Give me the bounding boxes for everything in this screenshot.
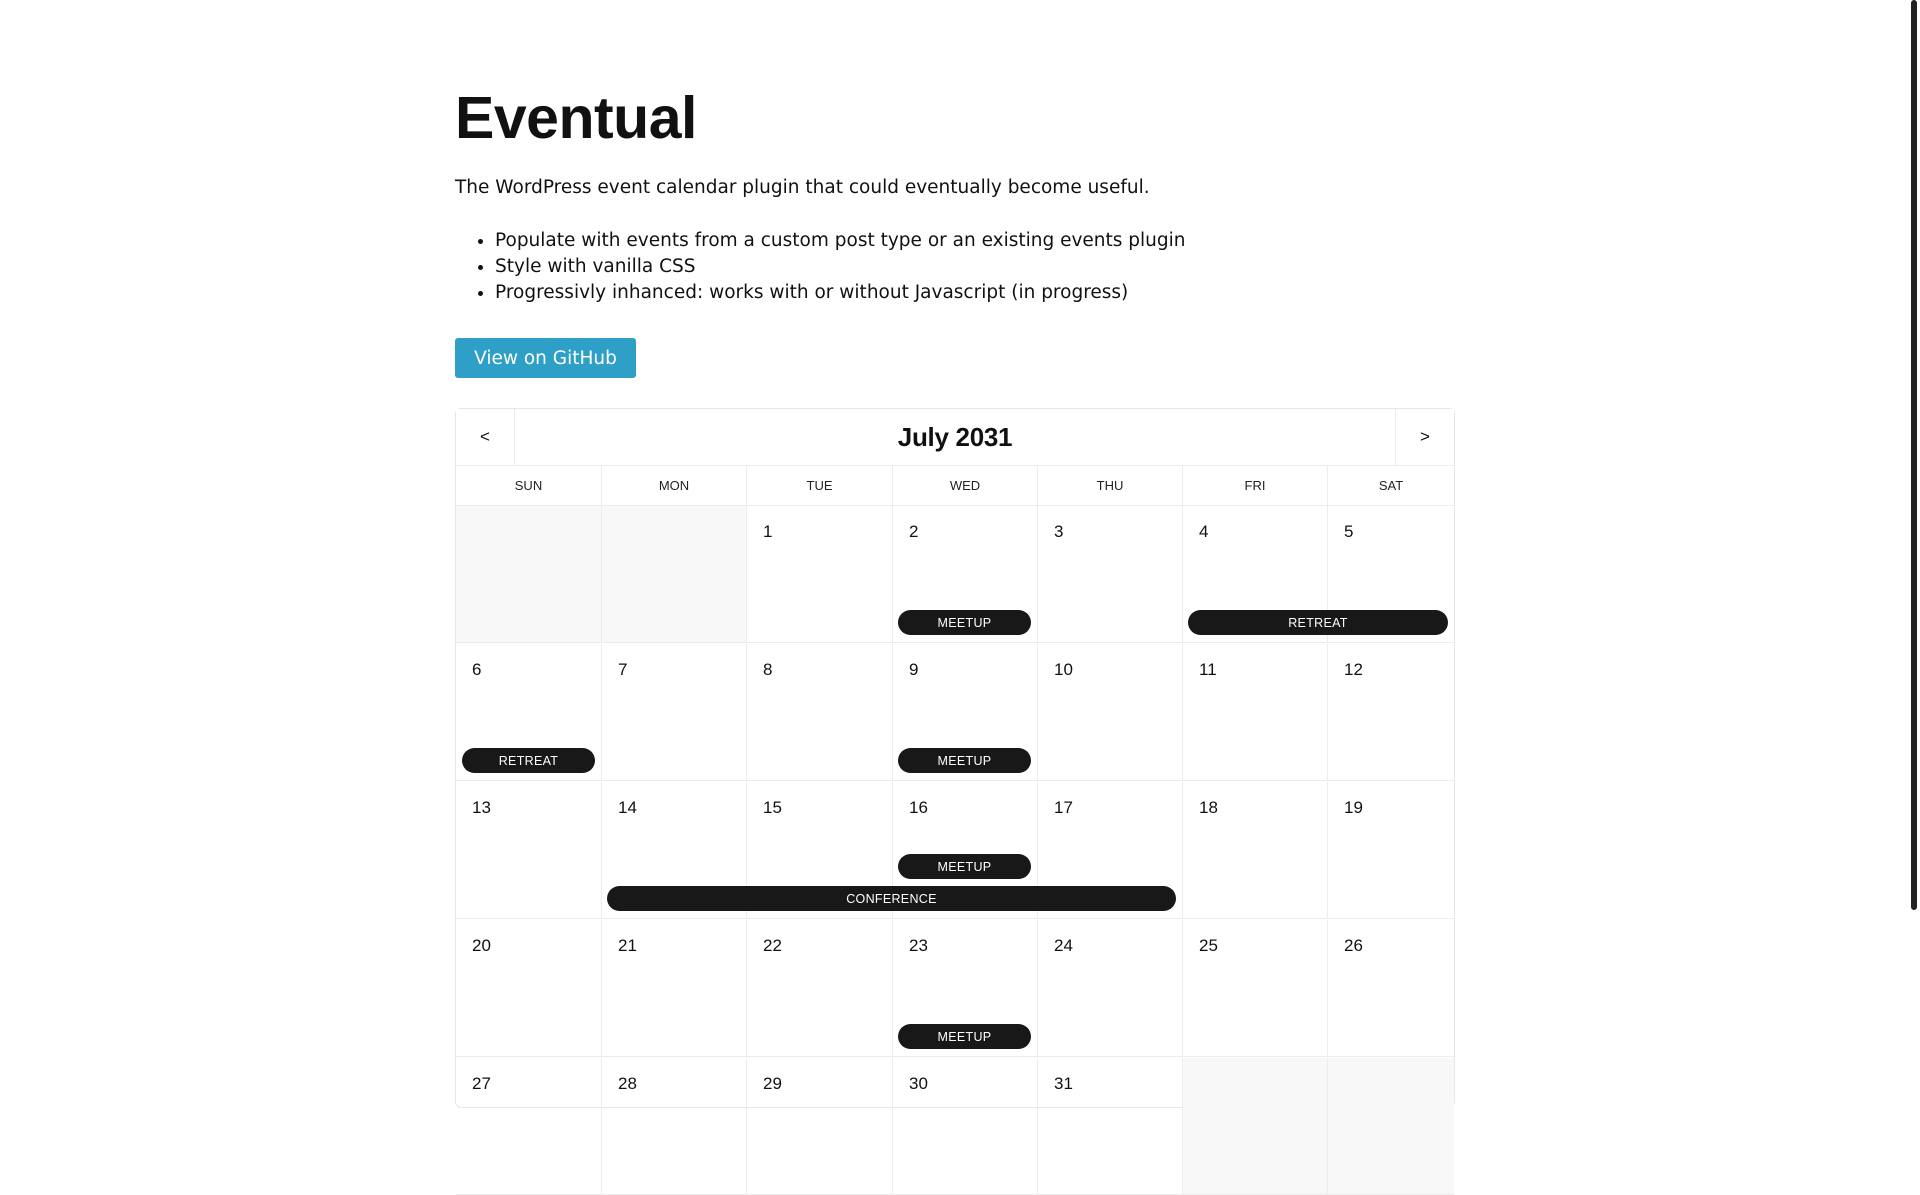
day-number: 21 [618,936,637,955]
day-number: 20 [472,936,491,955]
calendar-day-cell[interactable] [1327,644,1454,781]
calendar-day-cell[interactable] [1182,920,1327,1057]
calendar-day-cell[interactable] [601,920,746,1057]
calendar-day-cell[interactable] [601,644,746,781]
day-number: 8 [763,660,773,679]
calendar-day-cell[interactable] [456,920,601,1057]
weekday-label-wed: WED [892,465,1037,506]
feature-list [455,228,1186,306]
page-scrollbar[interactable] [1908,0,1920,1080]
day-number: 31 [1054,1074,1073,1093]
day-number: 5 [1344,522,1354,541]
day-number: 24 [1054,936,1073,955]
weekday-header-row [456,465,1454,506]
event-meetup[interactable]: MEETUP [898,748,1031,773]
weekday-label-mon: MON [601,465,746,506]
page-tagline: The WordPress event calendar plugin that could eventually become useful. [455,177,1150,198]
calendar-day-cell[interactable] [1182,644,1327,781]
day-number: 26 [1344,936,1363,955]
page-title: Eventual [455,85,697,151]
calendar-day-cell[interactable] [746,920,892,1057]
event-meetup[interactable]: MEETUP [898,610,1031,635]
calendar-day-cell[interactable] [1327,920,1454,1057]
day-number: 23 [909,936,928,955]
weekday-label-sat: SAT [1327,465,1454,506]
day-number: 15 [763,798,782,817]
weekday-label-sun: SUN [456,465,601,506]
calendar-day-cell[interactable] [1037,506,1182,643]
day-number: 27 [472,1074,491,1093]
calendar-empty-cell [1182,1058,1327,1195]
weekday-label-tue: TUE [746,465,892,506]
calendar-day-cell[interactable] [746,644,892,781]
day-number: 1 [763,522,773,541]
day-number: 7 [618,660,628,679]
day-number: 14 [618,798,637,817]
calendar-month-title: July 2031 [897,422,1013,452]
previous-month-button[interactable]: < [456,409,515,465]
scrollbar-thumb[interactable] [1911,0,1917,910]
calendar-day-cell[interactable] [1327,782,1454,919]
day-number: 2 [909,522,919,541]
day-number: 16 [909,798,928,817]
next-month-button[interactable]: > [1395,409,1454,465]
calendar-day-cell[interactable] [746,506,892,643]
day-number: 30 [909,1074,928,1093]
event-retreat[interactable]: RETREAT [462,748,595,773]
day-number: 18 [1199,798,1218,817]
day-number: 6 [472,660,482,679]
feature-item: • Populate with events from a custom post type or an existing events plugin [495,228,1186,254]
event-meetup[interactable]: MEETUP [898,1024,1031,1049]
day-number: 10 [1054,660,1073,679]
weekday-label-fri: FRI [1182,465,1327,506]
day-number: 29 [763,1074,782,1093]
feature-item: • Style with vanilla CSS [495,254,1186,280]
day-number: 4 [1199,522,1209,541]
day-number: 12 [1344,660,1363,679]
day-number: 9 [909,660,919,679]
event-calendar [455,408,1455,1108]
calendar-day-cell[interactable] [1182,782,1327,919]
calendar-day-cell[interactable] [1037,644,1182,781]
calendar-day-cell[interactable] [456,1058,601,1195]
day-number: 13 [472,798,491,817]
view-on-github-button[interactable]: View on GitHub [455,338,636,378]
day-number: 19 [1344,798,1363,817]
calendar-empty-cell [456,506,601,643]
calendar-day-cell[interactable] [892,1058,1037,1195]
feature-item: • Progressivly inhanced: works with or without Javascript (in progress) [495,280,1186,306]
day-number: 3 [1054,522,1064,541]
event-retreat[interactable]: RETREAT [1188,610,1448,635]
event-conference[interactable]: CONFERENCE [607,886,1176,911]
calendar-header [456,409,1454,466]
day-number: 28 [618,1074,637,1093]
calendar-day-cell[interactable] [601,1058,746,1195]
calendar-day-cell[interactable] [1037,920,1182,1057]
day-number: 11 [1199,660,1217,679]
day-number: 22 [763,936,782,955]
event-meetup[interactable]: MEETUP [898,854,1031,879]
weekday-label-thu: THU [1037,465,1182,506]
calendar-empty-cell [601,506,746,643]
calendar-day-cell[interactable] [1037,1058,1182,1195]
calendar-empty-cell [1327,1058,1454,1195]
day-number: 17 [1054,798,1073,817]
day-number: 25 [1199,936,1218,955]
calendar-day-cell[interactable] [456,782,601,919]
calendar-day-cell[interactable] [746,1058,892,1195]
